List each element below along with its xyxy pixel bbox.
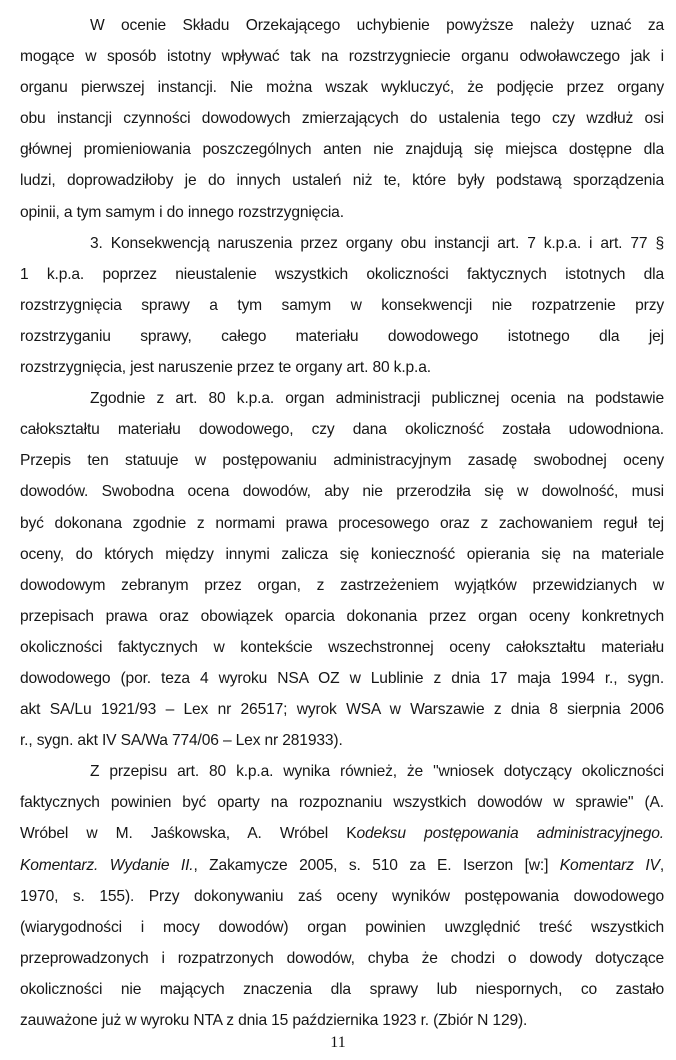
italic-text: Komentarz. Wydanie II. [20,856,194,874]
text-line: 3. Konsekwencją naruszenia przez organy obu instancji art. 7 k.p.a. i art. 77 § [90,234,664,252]
text-line: okoliczności faktycznych w kontekście wszechstronnej oceny całokształtu materiału [20,638,664,656]
text-line: Zgodnie z art. 80 k.p.a. organ administracji publicznej ocenia na podstawie [90,390,664,408]
text-line: akt SA/Lu 1921/93 – Lex nr 26517; wyrok WSA w Warszawie z dnia 8 sierpnia 2006 [20,701,664,719]
text-line: rozstrzyganiu sprawy, całego materiału dowodowego istotnego dla jej [20,327,664,345]
text-line: dowodowym zebranym przez organ, z zastrzeżeniem wyjątków przewidzianych w [20,576,664,594]
italic-text: odeksu postępowania administracyjnego. [356,825,664,843]
text-line: faktycznych powinien być oparty na rozpoznaniu wszystkich dowodów w sprawie" (A. [20,794,664,812]
text-line: przeprowadzonych i rozpatrzonych dowodów, chyba że chodzi o dowody dotyczące [20,949,664,967]
paragraph-1 [20,10,664,228]
paragraph-4 [20,756,664,1036]
text-segment: , [659,856,664,874]
text-line: dowodów. Swobodna ocena dowodów, aby nie przerodziła się w dowolność, musi [20,483,664,501]
text-line: Przepis ten statuuje w postępowaniu administracyjnym zasadę swobodnej oceny [20,452,664,470]
text-line: głównej promieniowania poszczególnych anten nie znajdują się miejsca dostępne dla [20,141,664,159]
text-line: przepisach prawa oraz obowiązek oparcia dokonania przez organ oceny konkretnych [20,607,664,625]
text-line: okoliczności nie mających znaczenia dla sprawy lub niespornych, co zastało [20,980,664,998]
text-line: całokształtu materiału dowodowego, czy dana okoliczność została udowodniona. [20,421,664,439]
text-line: ludzi, doprowadziłoby je do innych ustaleń niż te, które były podstawą sporządzenia [20,172,664,190]
text-line-mixed [20,850,664,881]
italic-text: Komentarz IV [559,856,660,874]
text-segment: Wróbel w M. Jaśkowska, A. Wróbel K [20,825,357,843]
text-line: opinii, a tym samym i do innego rozstrzygnięcia. [20,203,344,221]
paragraph-3 [20,383,664,756]
text-line: dowodowego (por. teza 4 wyroku NSA OZ w Lublinie z dnia 17 maja 1994 r., sygn. [20,669,664,687]
text-line: oceny, do których między innymi zalicza się konieczność opierania się na materiale [20,545,664,563]
text-line: rozstrzygnięcia, jest naruszenie przez te organy art. 80 k.p.a. [20,359,431,377]
text-line: organu pierwszej instancji. Nie można wszak wykluczyć, że podjęcie przez organy [20,79,664,97]
text-line: W ocenie Składu Orzekającego uchybienie powyższe należy uznać za [90,17,664,34]
text-line: r., sygn. akt IV SA/Wa 774/06 – Lex nr 281933). [20,732,343,750]
text-line: 1970, s. 155). Przy dokonywaniu zaś oceny wyników postępowania dowodowego [20,887,664,905]
text-line: 1 k.p.a. poprzez nieustalenie wszystkich okoliczności faktycznych istotnych dla [20,265,664,283]
text-line: rozstrzygnięcia sprawy a tym samym w konsekwencji nie rozpatrzenie przy [20,296,664,314]
text-line: zauważone już w wyroku NTA z dnia 15 października 1923 r. (Zbiór N 129). [20,1012,528,1029]
text-line: (wiarygodności i mocy dowodów) organ powinien uwzględnić treść wszystkich [20,918,664,936]
text-line: Z przepisu art. 80 k.p.a. wynika również, że "wniosek dotyczący okoliczności [90,763,664,781]
paragraph-2 [20,228,664,383]
text-line: być dokonana zgodnie z normami prawa procesowego oraz z zachowaniem reguł tej [20,514,664,532]
document-page [20,10,664,1036]
text-segment: , Zakamycze 2005, s. 510 za E. Iserzon [w:] [193,856,560,874]
page-number: 11 [330,1034,346,1051]
text-line-mixed [20,818,664,849]
text-line: obu instancji czynności dowodowych zmierzających do ustalenia tego czy wzdłuż osi [20,110,664,128]
text-line: mogące w sposób istotny wpływać tak na rozstrzygniecie organu odwoławczego jak i [20,48,664,66]
